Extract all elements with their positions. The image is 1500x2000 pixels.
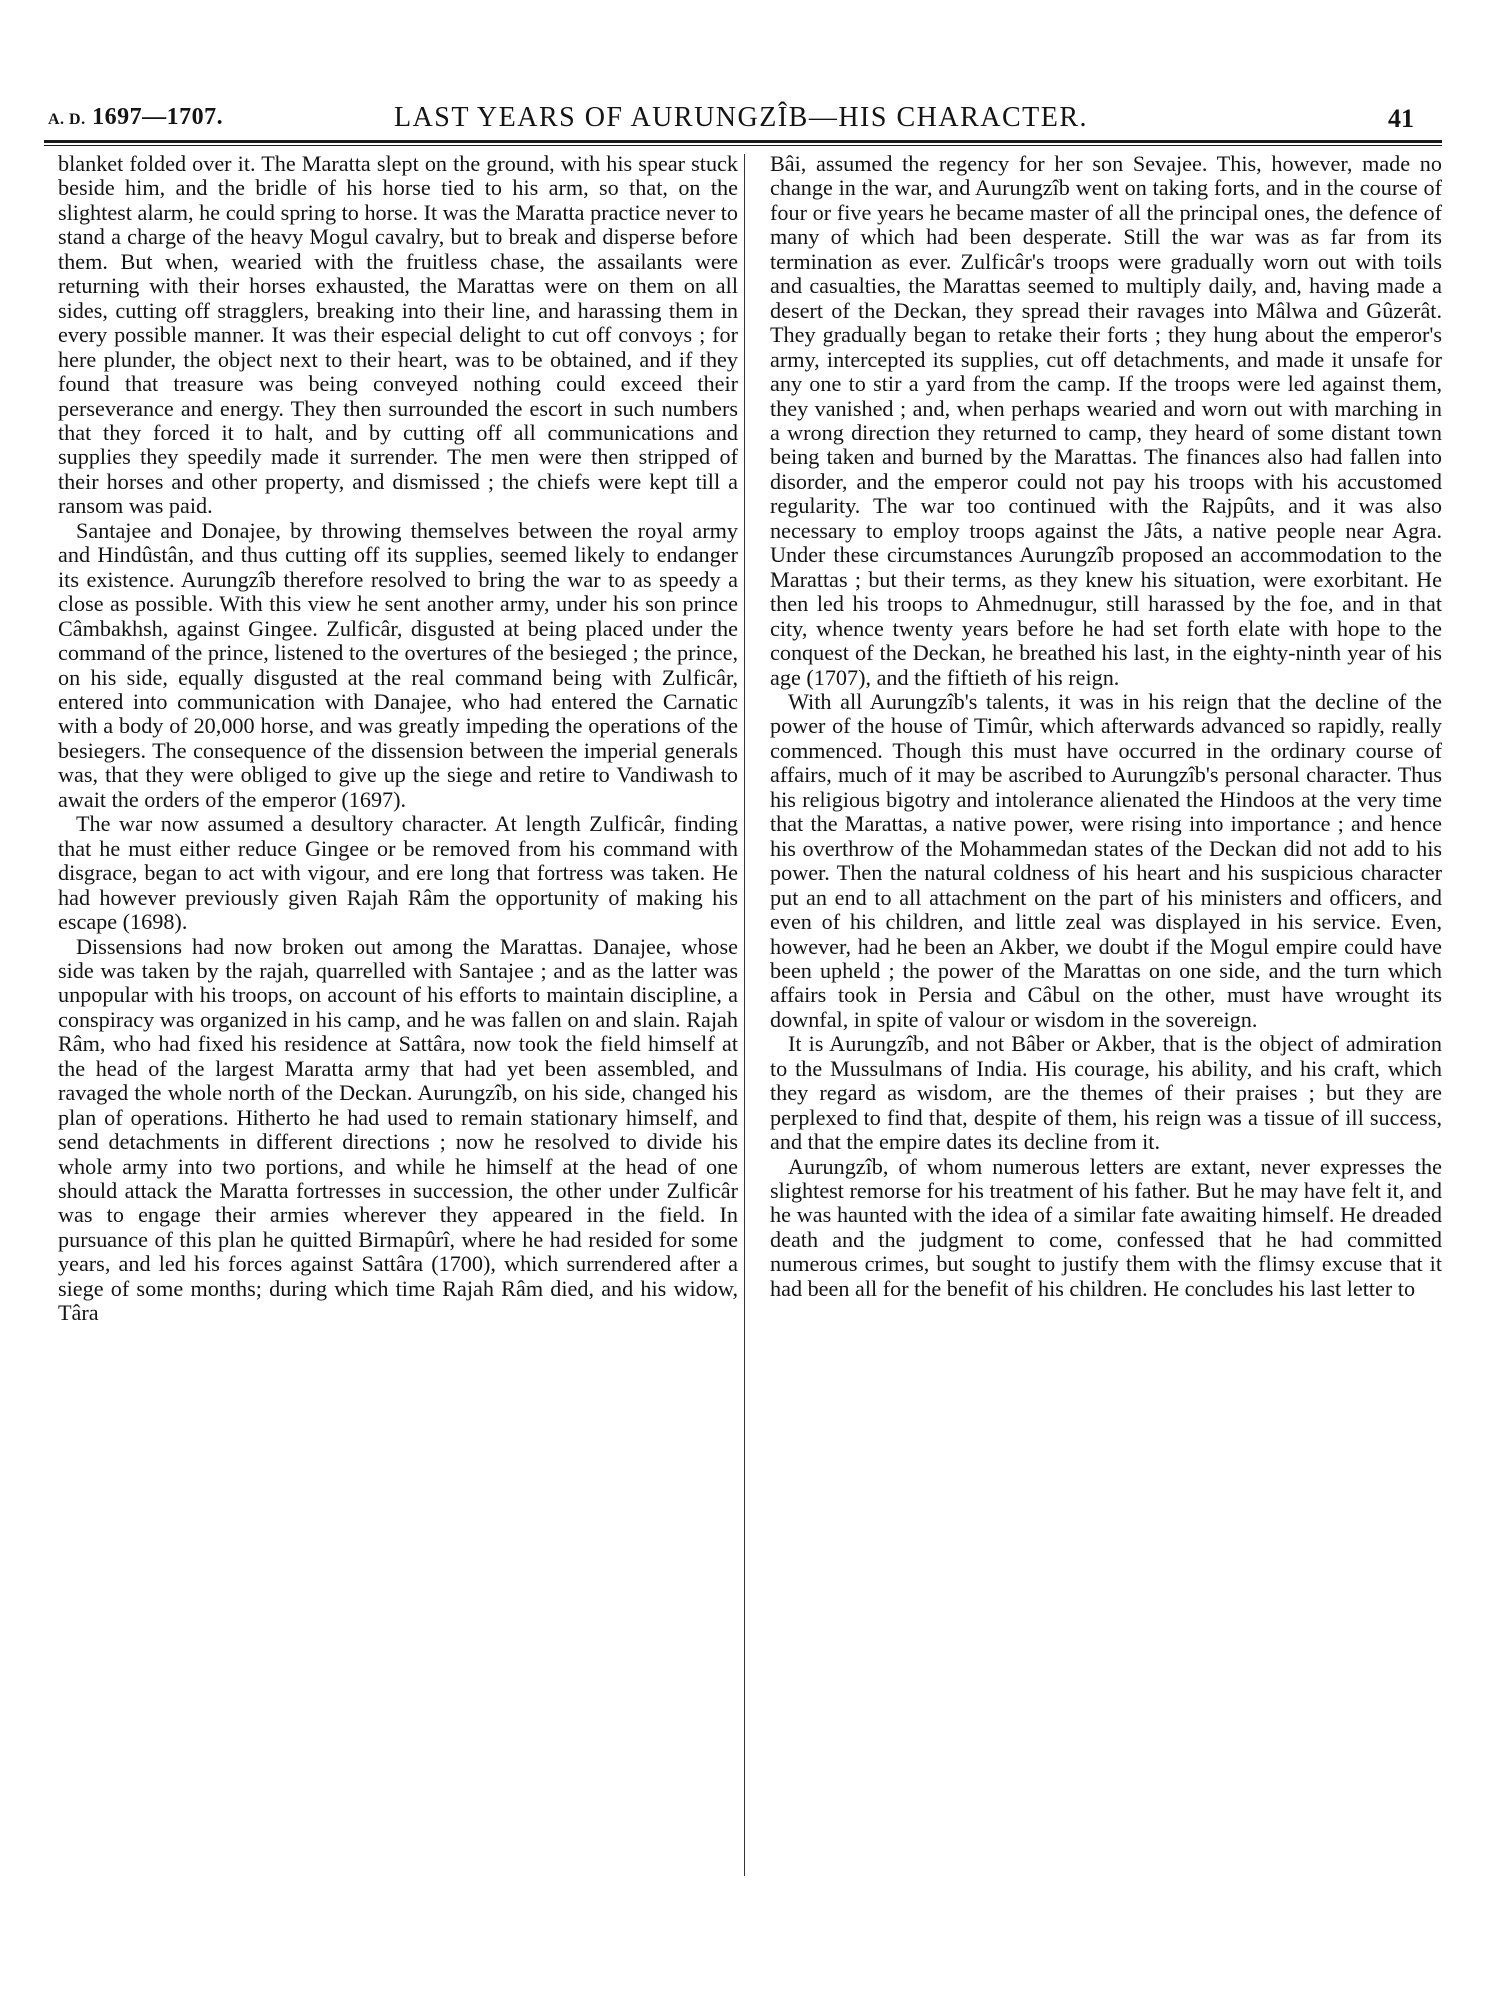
left-paragraph-2: Santajee and Donajee, by throwing themselves between the royal army and Hindûstân, and thus cutting off its supplies, seemed likely to endanger its existence. Aurungzîb therefore resolved to bring the war to as speedy a close as possible. With this view he sent another army, under his son prince Câmbakhsh, against Gingee. Zulficâr, disgusted at being placed under the command of the prince, listened to the overtures of the besieged ; the prince, on his side, equally disgusted at the real command being with Zulficâr, entered into communication with Danajee, who had entered the Carnatic with a body of 20,000 horse, and was greatly impeding the operations of the besiegers. The consequence of the dissension between the imperial generals was, that they were obliged to give up the siege and retire to Vandiwash to await the orders of the emperor (1697). (58, 517, 738, 812)
column-divider (744, 154, 745, 1876)
right-paragraph-2: With all Aurungzîb's talents, it was in his reign that the decline of the power of the house of Timûr, which afterwards advanced so rapidly, really commenced. Though this must have occurred in the ordinary course of affairs, much of it may be ascribed to Aurungzîb's personal character. Thus his religious bigotry and intolerance alienated the Hindoos at the very time that the Marattas, a native power, were rising into importance ; and hence his overthrow of the Mohammedan states of the Deckan did not add to his power. Then the natural coldness of his heart and his suspicious character put an end to all attachment on the part of his ministers and officers, and even of his children, and little zeal was displayed in his service. Even, however, had he been an Akber, we doubt if the Mogul empire could have been upheld ; the power of the Marattas on one side, and the turn which affairs took in Persia and Câbul on the other, must have wrought its downfal, in spite of valour or wisdom in the sovereign. (770, 688, 1442, 1032)
right-paragraph-1: Bâi, assumed the regency for her son Sevajee. This, however, made no change in the war, and Aurungzîb went on taking forts, and in the course of four or five years he became master of all the principal ones, the defence of many of which had been desperate. Still the war was as far from its termination as ever. Zulficâr's troops were gradually worn out with toils and casualties, the Marattas seemed to multiply daily, and, having made a desert of the Deckan, they spread their ravages into Mâlwa and Gûzerât. They gradually began to retake their forts ; they hung about the emperor's army, intercepted its supplies, cut off detachments, and made it unsafe for any one to stir a yard from the camp. If the troops were led against them, they vanished ; and, when perhaps wearied and worn out with marching in a wrong direction they returned to camp, they heard of some distant town being taken and burned by the Marattas. The finances also had fallen into disorder, and the emperor could not pay his troops with his accustomed regularity. The war too continued with the Rajpûts, and it was also necessary to employ troops against the Jâts, a native people near Agra. Under these circumstances Aurungzîb proposed an accommodation to the Marattas ; but their terms, as they knew his situation, were exorbitant. He then led his troops to Ahmednugur, still harassed by the foe, and in that city, whence twenty years before he had set forth elate with hope to the conquest of the Deckan, he breathed his last, in the eighty-ninth year of his age (1707), and the fiftieth of his reign. (770, 151, 1442, 690)
left-paragraph-4: Dissensions had now broken out among the Marattas. Danajee, whose side was taken by the rajah, quarrelled with Santajee ; and as the latter was unpopular with his troops, on account of his efforts to maintain discipline, a conspiracy was organized in his camp, and he was fallen on and slain. Rajah Râm, who had fixed his residence at Sattâra, now took the field himself at the head of the largest Maratta army that had yet been assembled, and ravaged the whole north of the Deckan. Aurungzîb, on his side, changed his plan of operations. Hitherto he had used to remain stationary himself, and send detachments in different directions ; now he resolved to divide his whole army into two portions, and while he himself at the head of one should attack the Maratta fortresses in succession, the other under Zulficâr was to engage their armies wherever they appeared in the field. In pursuance of this plan he quitted Birmapûrî, where he had resided for some years, and led his forces against Sattâra (1700), which surrendered after a siege of some months; during which time Rajah Râm died, and his widow, Târa (58, 933, 738, 1326)
header-title: LAST YEARS OF AURUNGZÎB—HIS CHARACTER. (393, 102, 1089, 133)
header-rule-thick (44, 140, 1442, 143)
left-column (58, 152, 738, 1326)
header-rule-thin (44, 145, 1442, 146)
page-number: 41 (1388, 104, 1414, 133)
left-paragraph-1: blanket folded over it. The Maratta slept on the ground, with his spear stuck beside him, and the bridle of his horse tied to his arm, so that, on the slightest alarm, he could spring to horse. It was the Maratta practice never to stand a charge of the heavy Mogul cavalry, but to break and disperse before them. But when, wearied with the fruitless chase, the assailants were returning with their horses exhausted, the Marattas were on them on all sides, cutting off stragglers, breaking into their line, and harassing them in every possible manner. It was their especial delight to cut off convoys ; for here plunder, the object next to their heart, was to be obtained, and if they found that treasure was being conveyed nothing could exceed their perseverance and energy. They then surrounded the escort in such numbers that they forced it to halt, and by cutting off all communications and supplies they speedily made it surrender. The men were then stripped of their horses and other property, and dismissed ; the chiefs were kept till a ransom was paid. (58, 151, 738, 519)
left-paragraph-3: The war now assumed a desultory character. At length Zulficâr, finding that he must either reduce Gingee or be removed from his command with disgrace, began to act with vigour, and ere long that fortress was taken. He had however previously given Rajah Râm the opportunity of making his escape (1698). (58, 811, 738, 935)
header-era: A. D. (48, 111, 86, 128)
running-header (48, 100, 1434, 136)
header-years: 1697—1707. (92, 104, 224, 130)
right-paragraph-4: Aurungzîb, of whom numerous letters are extant, never expresses the slightest remorse for his treatment of his father. But he may have felt it, and he was haunted with the idea of a similar fate awaiting himself. He dreaded death and the judgment to come, confessed that he had committed numerous crimes, but sought to justify them with the flimsy excuse that it had been all for the benefit of his children. He concludes his last letter to (770, 1153, 1442, 1301)
right-column (770, 152, 1442, 1301)
right-paragraph-3: It is Aurungzîb, and not Bâber or Akber, that is the object of admiration to the Mussulmans of India. His courage, his ability, and his craft, which they regard as wisdom, are the themes of their praises ; but they are perplexed to find that, despite of them, his reign was a tissue of ill success, and that the empire dates its decline from it. (770, 1031, 1442, 1155)
